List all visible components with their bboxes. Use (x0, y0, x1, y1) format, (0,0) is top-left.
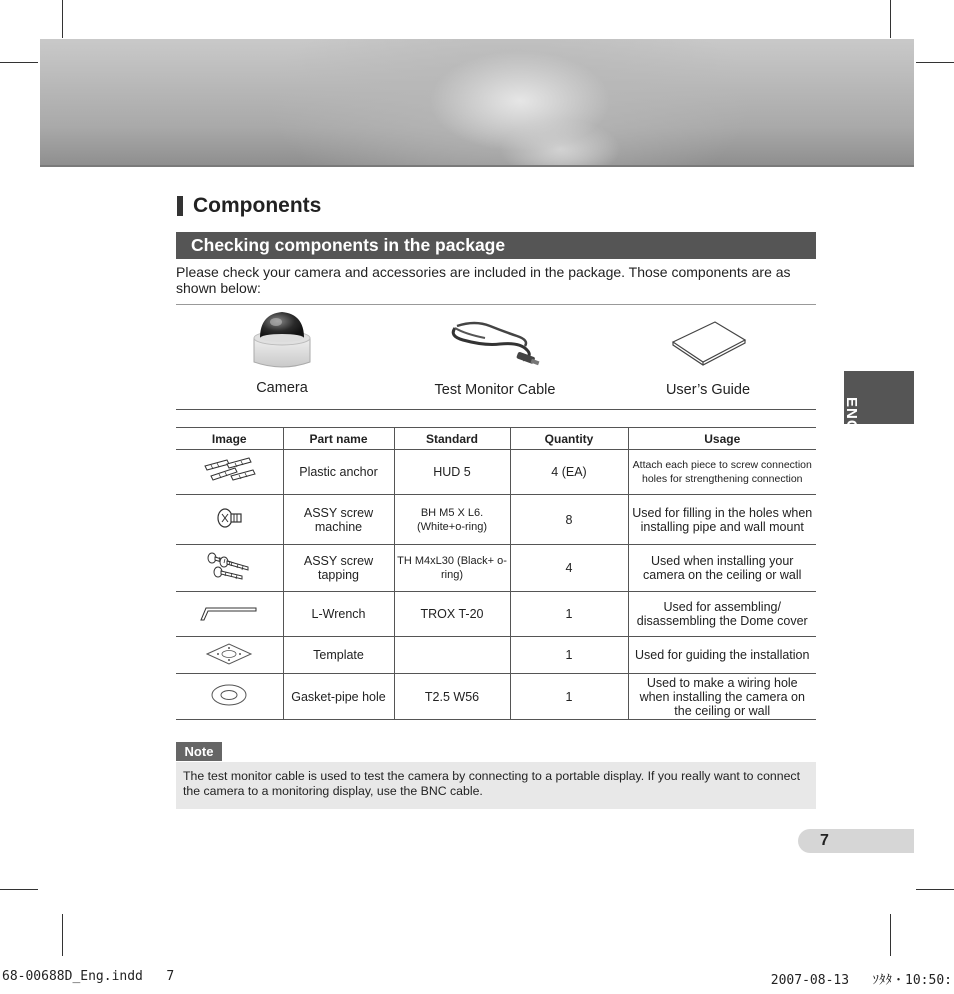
column-header: Usage (628, 428, 816, 450)
part-name-cell: L-Wrench (283, 592, 394, 637)
usage-cell: Used when installing your camera on the ceiling or wall (628, 545, 816, 592)
component-label: Camera (256, 380, 308, 396)
cable-icon (445, 316, 545, 374)
crop-mark (62, 914, 63, 956)
part-name-cell: Gasket-pipe hole (283, 674, 394, 720)
language-tab (843, 371, 914, 433)
usage-cell: Attach each piece to screw connection holes for strengthening connection (628, 450, 816, 495)
component-users-guide (648, 316, 768, 398)
usage-cell: Used for filling in the holes when installing pipe and wall mount (628, 495, 816, 545)
crop-mark (916, 889, 954, 890)
crop-mark (916, 62, 954, 63)
part-name-cell: Template (283, 637, 394, 674)
quantity-cell: 8 (510, 495, 628, 545)
image-cell (176, 592, 283, 637)
crop-mark (62, 0, 63, 38)
footer-timestamp: 2007-08-13 ｿﾀﾀ・10:50: (770, 973, 952, 988)
usage-cell: Used for guiding the installation (628, 637, 816, 674)
quantity-cell: 1 (510, 592, 628, 637)
plastic-anchor-icon (201, 456, 257, 486)
table-row (176, 545, 816, 592)
machine-screw-icon (214, 505, 244, 531)
part-name-cell: ASSY screw machine (283, 495, 394, 545)
component-label: User’s Guide (665, 382, 751, 398)
component-test-monitor-cable (415, 316, 575, 398)
l-wrench-icon (198, 604, 260, 622)
crop-mark (0, 889, 38, 890)
component-camera (222, 308, 342, 396)
standard-cell: TH M4xL30 (Black+ o-ring) (394, 545, 510, 592)
image-cell (176, 545, 283, 592)
standard-cell: T2.5 W56 (394, 674, 510, 720)
parts-table (176, 427, 816, 720)
quantity-cell: 4 (EA) (510, 450, 628, 495)
page-title: Components (193, 194, 322, 217)
divider (176, 409, 816, 410)
divider (176, 304, 816, 305)
table-row (176, 592, 816, 637)
crop-mark (890, 914, 891, 956)
table-row (176, 450, 816, 495)
gasket-icon (209, 682, 249, 708)
manual-icon (663, 316, 753, 374)
image-cell (176, 495, 283, 545)
column-header: Image (176, 428, 283, 450)
note-label: Note (176, 742, 222, 761)
crop-mark (890, 0, 891, 38)
section-heading (177, 192, 321, 220)
intro-paragraph: Please check your camera and accessories are included in the package. Those components are as shown below: (176, 264, 791, 296)
column-header: Part name (283, 428, 394, 450)
table-header-row (176, 428, 816, 450)
component-label: Test Monitor Cable (434, 382, 556, 398)
table-row (176, 637, 816, 674)
language-tab-label: ENG (843, 397, 860, 433)
subsection-heading: Checking components in the package (176, 232, 816, 259)
part-name-cell: Plastic anchor (283, 450, 394, 495)
quantity-cell: 4 (510, 545, 628, 592)
usage-cell: Used to make a wiring hole when installing the camera on the ceiling or wall (628, 674, 816, 720)
table-row (176, 674, 816, 720)
table-row (176, 495, 816, 545)
image-cell (176, 637, 283, 674)
dome-camera-icon (246, 308, 318, 374)
footer-file-info: 68-00688D_Eng.indd 7 (2, 969, 175, 984)
template-icon (204, 641, 254, 667)
column-header: Quantity (510, 428, 628, 450)
page-number: 7 (798, 829, 914, 853)
note-text: The test monitor cable is used to test the camera by connecting to a portable display. If you really want to connect the camera to a monitoring display, use the BNC cable. (176, 762, 816, 809)
standard-cell: HUD 5 (394, 450, 510, 495)
column-header: Standard (394, 428, 510, 450)
image-cell (176, 674, 283, 720)
quantity-cell: 1 (510, 637, 628, 674)
standard-cell: TROX T-20 (394, 592, 510, 637)
standard-cell (394, 637, 510, 674)
heading-bar (177, 196, 183, 216)
header-banner-image (40, 39, 914, 167)
image-cell (176, 450, 283, 495)
quantity-cell: 1 (510, 674, 628, 720)
standard-cell: BH M5 X L6. (White+o-ring) (394, 495, 510, 545)
part-name-cell: ASSY screw tapping (283, 545, 394, 592)
tapping-screw-icon (206, 550, 252, 584)
usage-cell: Used for assembling/ disassembling the Dome cover (628, 592, 816, 637)
crop-mark (0, 62, 38, 63)
